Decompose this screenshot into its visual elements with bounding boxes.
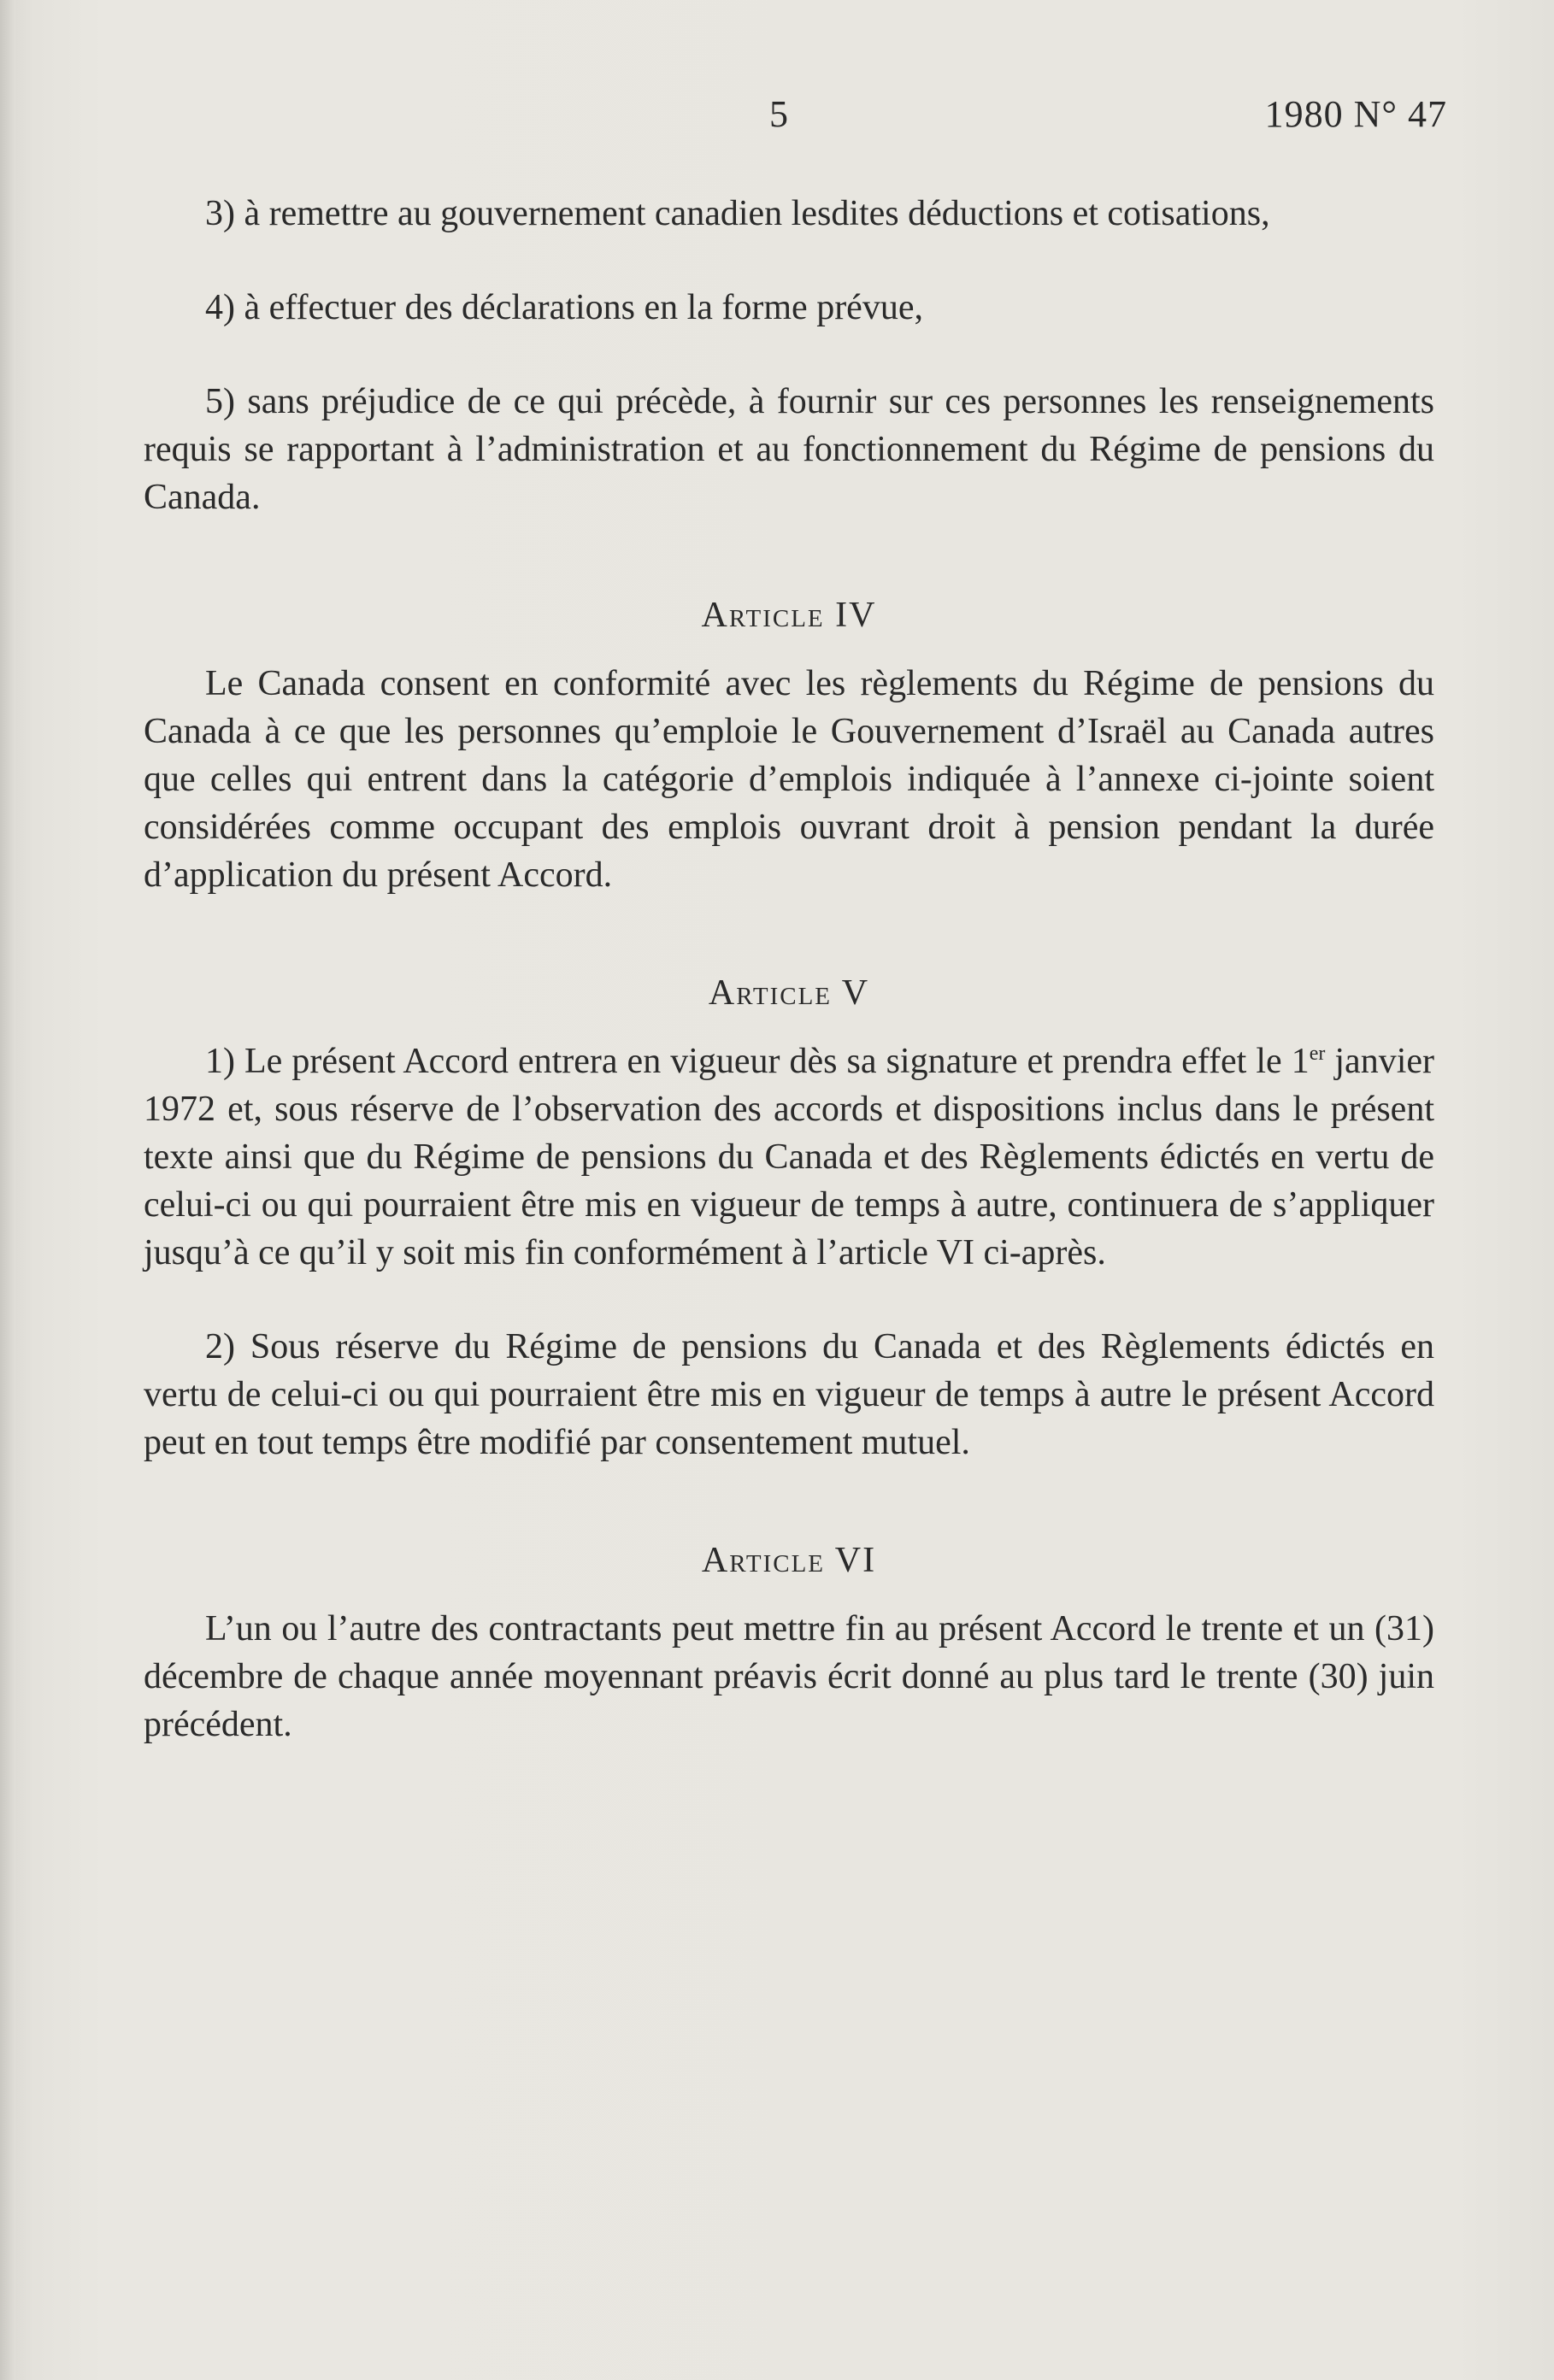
article-5-p1-start: 1) Le présent Accord entrera en vigueur dès sa signature et prendra effet le 1: [205, 1042, 1310, 1081]
document-reference: 1980 N° 47: [1264, 93, 1447, 135]
document-body: [144, 190, 1434, 1795]
page-binding-edge: [0, 0, 15, 2380]
page-number: 5: [769, 93, 788, 135]
article-6-heading: Article VI: [701, 1541, 877, 1580]
article-4-text: Le Canada consent en conformité avec les règlements du Régime de pensions du Canada à ce que les personnes qu’emploie le Gouvernement d’Israël au Canada autres que celles qui entrent dans la catégorie d’emplois indiquée à l’annexe ci-jointe soient considérées comme occupant des emplois ouvrant droit à pension pendant la durée d’application du présent Accord.: [144, 664, 1434, 895]
article-6-text: L’un ou l’autre des contractants peut mettre fin au présent Accord le trente et un (31) décembre de chaque année moyennant préavis écrit donné au plus tard le trente (30) juin précédent.: [144, 1609, 1434, 1744]
clause-item-3: 3) à remettre au gouvernement canadien lesdites déductions et cotisations,: [205, 194, 1270, 233]
clause-item-4: 4) à effectuer des déclarations en la forme prévue,: [205, 288, 923, 327]
ordinal-superscript: er: [1309, 1043, 1326, 1065]
article-5-paragraph-2: 2) Sous réserve du Régime de pensions du Canada et des Règlements édictés en vertu de celui-ci ou qui pourraient être mis en vigueur de temps à autre le présent Accord peut en tout temps être modifié par consentement mutuel.: [144, 1327, 1434, 1462]
page-header: [0, 92, 1554, 144]
article-5-p1-end: janvier 1972 et, sous réserve de l’observation des accords et dispositions inclus dans le présent texte ainsi que du Régime de pensions du Canada et des Règlements édictés en vertu de celui-ci ou qui pourraient être mis en vigueur de temps à autre, continuera de s’appliquer jusqu’à ce qu’il y soit mis fin conformément à l’article VI ci-après.: [144, 1042, 1434, 1272]
article-4-heading: Article IV: [701, 596, 877, 635]
article-5-heading: Article V: [708, 973, 870, 1013]
article-5-paragraph-1: [144, 1037, 1434, 1277]
clause-item-5: 5) sans préjudice de ce qui précède, à fournir sur ces personnes les renseignements requis se rapportant à l’administration et au fonctionnement du Régime de pensions du Canada.: [144, 382, 1434, 517]
